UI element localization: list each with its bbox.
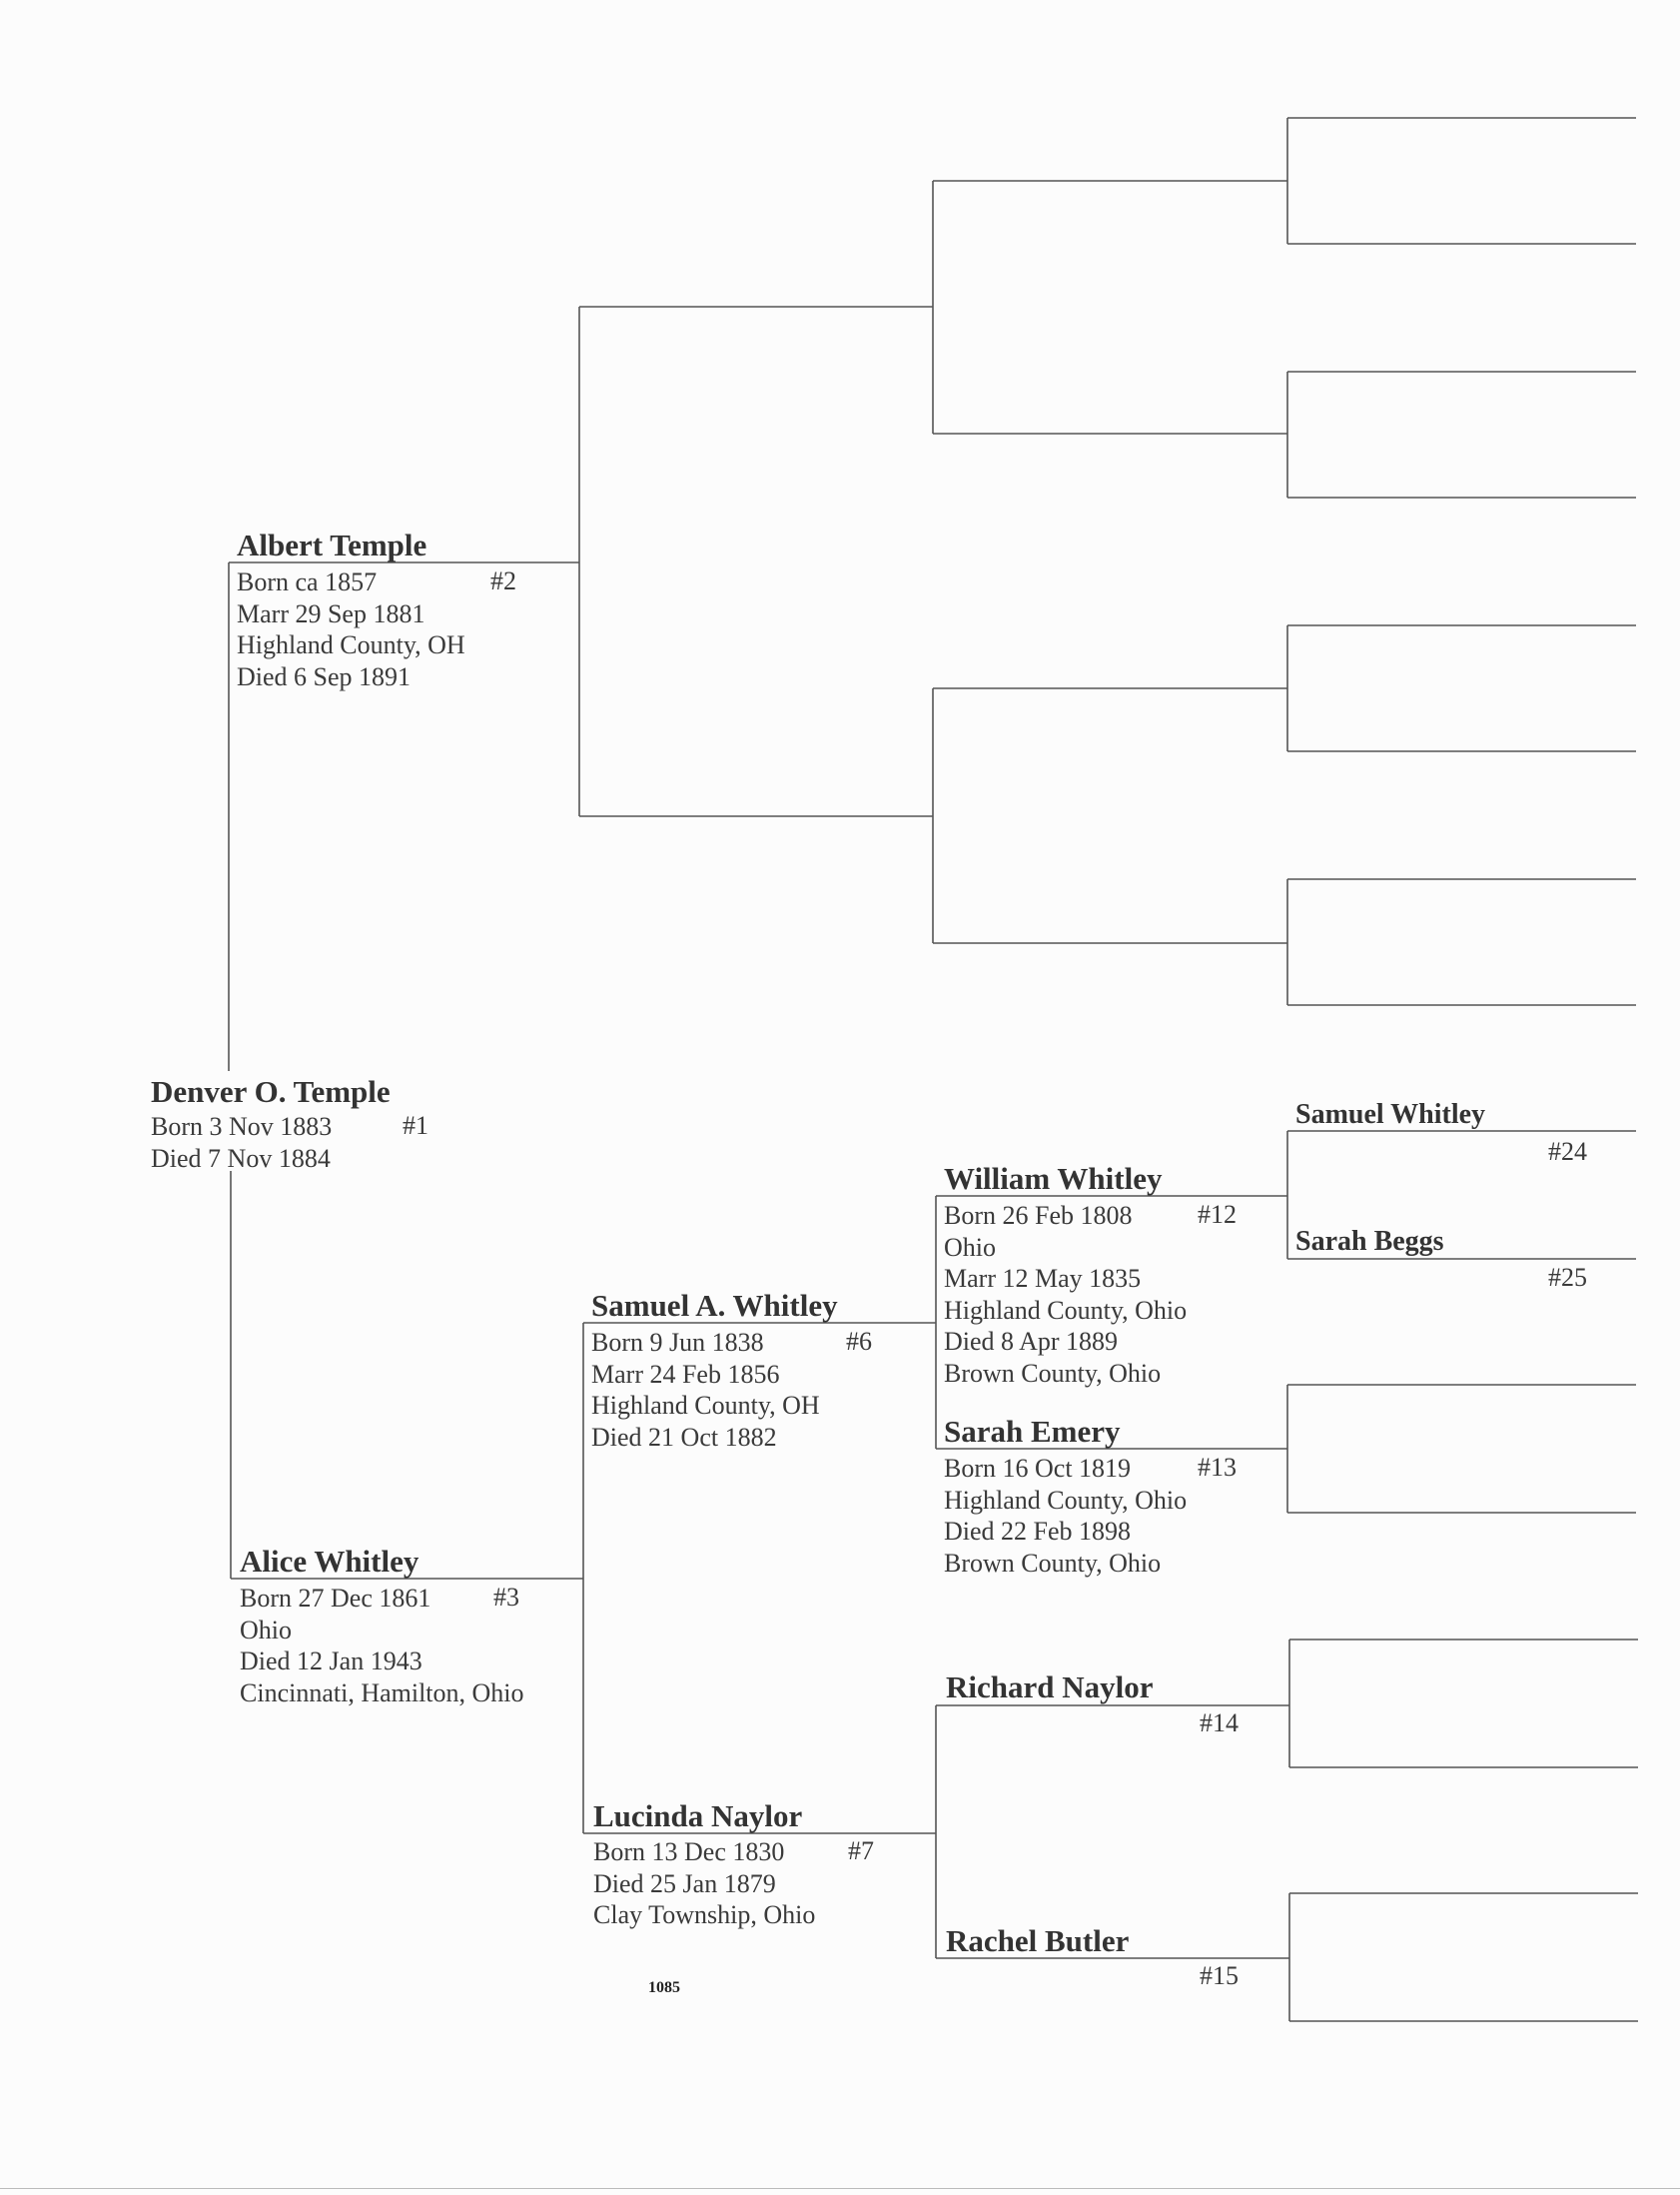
person-name: Albert Temple [237, 528, 427, 562]
person-number: #12 [1198, 1200, 1237, 1229]
person-details [591, 1327, 820, 1453]
born-line: Born 9 Jun 1838 [591, 1328, 764, 1357]
died-line: Died 25 Jan 1879 [593, 1868, 776, 1898]
died-line: Died 8 Apr 1889 [944, 1327, 1119, 1356]
person-number: #24 [1548, 1137, 1587, 1166]
person-name: Lucinda Naylor [593, 1798, 803, 1833]
person-number: #15 [1200, 1961, 1239, 1990]
person-number: #13 [1198, 1453, 1237, 1482]
death-place-line: Clay Township, Ohio [593, 1900, 816, 1929]
page-number: 1085 [648, 1979, 680, 1996]
person-details [944, 1200, 1187, 1389]
bottom-rule [0, 2188, 1680, 2189]
born-line: Born 26 Feb 1808 [944, 1201, 1133, 1230]
death-place-line: Brown County, Ohio [944, 1358, 1162, 1388]
person-name: Sarah Beggs [1295, 1226, 1444, 1257]
person-number: #2 [490, 566, 516, 595]
person-name: Samuel Whitley [1295, 1099, 1486, 1130]
marriage-place-line: Highland County, Ohio [944, 1295, 1188, 1325]
birth-place-line: Highland County, Ohio [944, 1485, 1188, 1515]
marriage-place-line: Highland County, OH [237, 630, 465, 659]
person-name: Denver O. Temple [151, 1074, 391, 1109]
person-name: Rachel Butler [946, 1923, 1130, 1958]
died-line: Died 7 Nov 1884 [151, 1143, 331, 1173]
born-line: Born ca 1857 [237, 567, 378, 596]
died-line: Died 22 Feb 1898 [944, 1517, 1132, 1546]
born-line: Born 27 Dec 1861 [240, 1584, 431, 1613]
person-details [237, 566, 465, 692]
marriage-place-line: Highland County, OH [591, 1391, 820, 1420]
person-name: William Whitley [944, 1161, 1163, 1196]
marriage-line: Marr 24 Feb 1856 [591, 1359, 780, 1389]
person-details [151, 1111, 332, 1174]
person-details [593, 1836, 815, 1931]
person-number: #6 [846, 1327, 872, 1356]
person-number: #7 [848, 1836, 874, 1865]
died-line: Died 6 Sep 1891 [237, 661, 412, 691]
person-name: Richard Naylor [946, 1669, 1154, 1704]
person-number: #3 [493, 1583, 519, 1612]
marriage-line: Marr 12 May 1835 [944, 1264, 1142, 1293]
birth-place-line: Ohio [944, 1232, 996, 1262]
died-line: Died 21 Oct 1882 [591, 1422, 777, 1452]
birth-place-line: Ohio [240, 1615, 292, 1645]
born-line: Born 16 Oct 1819 [944, 1454, 1132, 1483]
person-number: #1 [403, 1111, 428, 1140]
person-number: #25 [1548, 1263, 1587, 1292]
born-line: Born 3 Nov 1883 [151, 1112, 333, 1141]
died-line: Died 12 Jan 1943 [240, 1646, 422, 1675]
person-name: Sarah Emery [944, 1414, 1121, 1449]
person-name: Samuel A. Whitley [591, 1288, 838, 1323]
person-number: #14 [1200, 1708, 1239, 1737]
marriage-line: Marr 29 Sep 1881 [237, 598, 425, 628]
death-place-line: Cincinnati, Hamilton, Ohio [240, 1677, 524, 1707]
death-place-line: Brown County, Ohio [944, 1548, 1162, 1578]
born-line: Born 13 Dec 1830 [593, 1837, 785, 1866]
person-details [944, 1453, 1187, 1579]
person-details [240, 1583, 524, 1708]
person-name: Alice Whitley [240, 1544, 420, 1579]
